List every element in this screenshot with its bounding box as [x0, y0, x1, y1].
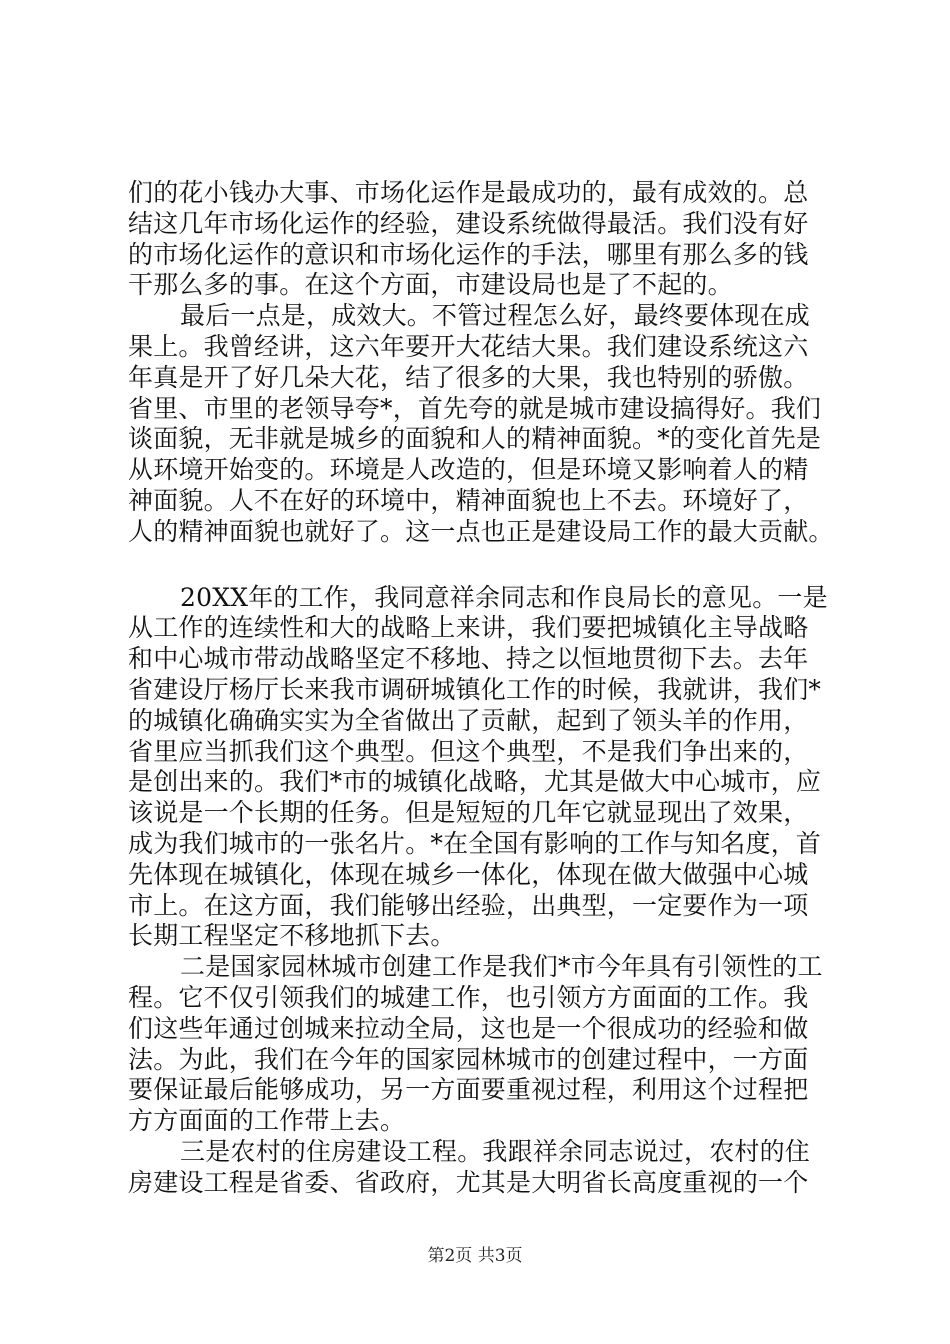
document-body — [128, 178, 838, 1199]
text-line: 年真是开了好几朵大花，结了很多的大果，我也特别的骄傲。 — [128, 362, 809, 392]
text-line: 程。它不仅引领我们的城建工作，也引领方方面面的工作。我 — [128, 982, 809, 1012]
paragraph — [128, 952, 838, 1137]
paragraph — [128, 301, 838, 547]
text-line: 要保证最后能够成功，另一方面要重视过程，利用这个过程把 — [128, 1075, 809, 1105]
text-line: 二是国家园林城市创建工作是我们*市今年具有引领性的工 — [180, 952, 823, 982]
paragraph-gap — [128, 548, 838, 583]
text-line: 们这些年通过创城来拉动全局，这也是一个很成功的经验和做 — [128, 1013, 809, 1043]
text-line: 省里、市里的老领导夸*，首先夸的就是城市建设搞得好。我们 — [128, 393, 822, 423]
text-line: 省建设厅杨厅长来我市调研城镇化工作的时候，我就讲，我们* — [128, 674, 822, 704]
text-line: 从工作的连续性和大的战略上来讲，我们要把城镇化主导战略 — [128, 613, 809, 643]
paragraph — [128, 583, 838, 953]
text-line: 果上。我曾经讲，这六年要开大花结大果。我们建设系统这六 — [128, 331, 809, 361]
text-line: 神面貌。人不在好的环境中，精神面貌也上不去。环境好了， — [128, 485, 809, 515]
paragraph — [128, 1137, 838, 1199]
text-line: 结这几年市场化运作的经验，建设系统做得最活。我们没有好 — [128, 208, 809, 238]
text-line: 们的花小钱办大事、市场化运作是最成功的，最有成效的。总 — [128, 178, 809, 207]
text-line: 方方面面的工作带上去。 — [128, 1106, 406, 1136]
text-line: 20XX年的工作，我同意祥余同志和作良局长的意见。一是 — [180, 582, 828, 612]
text-line: 的市场化运作的意识和市场化运作的手法，哪里有那么多的钱 — [128, 239, 809, 269]
text-line: 法。为此，我们在今年的国家园林城市的创建过程中，一方面 — [128, 1044, 809, 1074]
text-line: 先体现在城镇化，体现在城乡一体化，体现在做大做强中心城 — [128, 859, 809, 889]
page-footer: 第2页 共3页 — [427, 1246, 523, 1266]
text-line: 房建设工程是省委、省政府，尤其是大明省长高度重视的一个 — [128, 1167, 809, 1197]
text-line: 是创出来的。我们*市的城镇化战略，尤其是做大中心城市，应 — [128, 767, 822, 797]
text-line: 最后一点是，成效大。不管过程怎么好，最终要体现在成 — [180, 301, 811, 331]
text-line: 市上。在这方面，我们能够出经验，出典型，一定要作为一项 — [128, 890, 809, 920]
text-line: 三是农村的住房建设工程。我跟祥余同志说过，农村的住 — [180, 1136, 811, 1166]
text-line: 人的精神面貌也就好了。这一点也正是建设局工作的最大贡献。 — [128, 516, 834, 546]
text-line: 长期工程坚定不移地抓下去。 — [128, 921, 456, 951]
paragraph — [128, 178, 838, 301]
text-line: 和中心城市带动战略坚定不移地、持之以恒地贯彻下去。去年 — [128, 644, 809, 674]
text-line: 谈面貌，无非就是城乡的面貌和人的精神面貌。*的变化首先是 — [128, 424, 822, 454]
text-line: 省里应当抓我们这个典型。但这个典型，不是我们争出来的， — [128, 736, 809, 766]
text-line: 成为我们城市的一张名片。*在全国有影响的工作与知名度，首 — [128, 828, 822, 858]
text-line: 从环境开始变的。环境是人改造的，但是环境又影响着人的精 — [128, 455, 809, 485]
text-line: 该说是一个长期的任务。但是短短的几年它就显现出了效果， — [128, 798, 809, 828]
text-line: 的城镇化确确实实为全省做出了贡献，起到了领头羊的作用， — [128, 705, 809, 735]
text-line: 干那么多的事。在这个方面，市建设局也是了不起的。 — [128, 270, 733, 300]
